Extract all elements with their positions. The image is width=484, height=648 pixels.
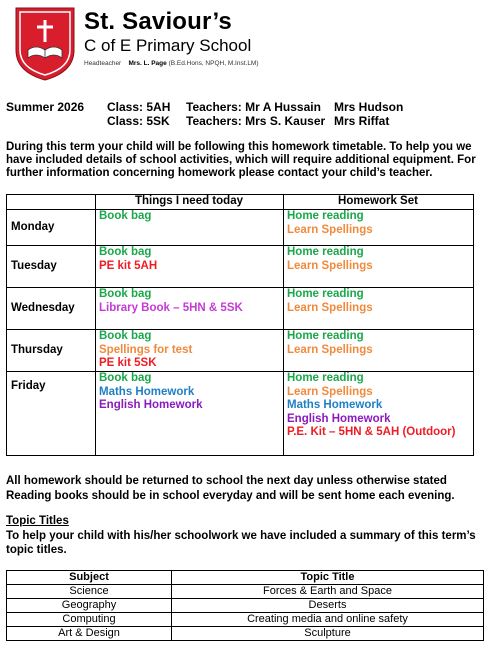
topic-title-header: Topic Title — [172, 571, 484, 585]
things-needed-cell — [99, 246, 157, 273]
topic-title-cell: Sculpture — [172, 627, 484, 641]
headteacher-line — [84, 60, 259, 67]
things-needed-cell — [99, 288, 243, 315]
timetable-item: Maths Homework — [99, 385, 195, 398]
topic-title-cell: Deserts — [172, 599, 484, 613]
subject-cell: Computing — [7, 613, 172, 627]
timetable-item: English Homework — [287, 412, 391, 425]
topic-table — [6, 570, 484, 641]
day-label: Thursday — [11, 344, 63, 356]
timetable-row — [7, 371, 473, 456]
homework-set-cell — [287, 288, 373, 315]
topic-intro: To help your child with his/her schoolwork we have included a summary of this term’s topic titles. — [6, 530, 476, 556]
headteacher-quals: (B.Ed.Hons, NPQH, M.Inst.LM) — [168, 60, 259, 67]
class-5sk-teachers: Teachers: Mrs S. Kauser — [186, 114, 326, 128]
things-needed-cell — [99, 330, 192, 371]
day-label: Friday — [11, 380, 46, 392]
timetable-item: Book bag — [99, 330, 152, 342]
class-5ah-teachers: Teachers: Mr A Hussain — [186, 100, 321, 114]
timetable-row — [7, 329, 473, 371]
topic-table-header-row — [7, 571, 484, 585]
timetable-row — [7, 245, 473, 287]
homework-note-line2: Reading books should be in school everyday and will be sent home each evening. — [6, 489, 455, 502]
subject-header: Subject — [7, 571, 172, 585]
topic-titles-heading: Topic Titles — [6, 515, 69, 527]
class-5sk-label: Class: 5SK — [107, 114, 170, 128]
subject-cell: Geography — [7, 599, 172, 613]
book-crest-icon — [14, 6, 76, 82]
topic-row — [7, 627, 484, 641]
timetable-item: Home reading — [287, 210, 364, 222]
headteacher-name: Mrs. L. Page — [128, 60, 167, 67]
timetable-item: Learn Spellings — [287, 223, 373, 236]
col-things-header: Things I need today — [135, 195, 243, 207]
term-label: Summer 2026 — [6, 100, 85, 114]
timetable-item: English Homework — [99, 399, 203, 412]
timetable-item: Book bag — [99, 372, 152, 384]
timetable-item: PE kit 5AH — [99, 259, 158, 272]
homework-set-cell — [287, 246, 373, 273]
class-5ah-label: Class: 5AH — [107, 100, 171, 114]
timetable-item: P.E. Kit – 5HN & 5AH (Outdoor) — [287, 426, 456, 439]
topic-title-cell: Creating media and online safety — [172, 613, 484, 627]
timetable-item: PE kit 5SK — [99, 357, 157, 370]
homework-set-cell — [287, 330, 373, 357]
day-label: Tuesday — [11, 260, 57, 272]
timetable-item: Book bag — [99, 288, 152, 300]
timetable-item: Home reading — [287, 288, 364, 300]
class-5sk-teacher2: Mrs Riffat — [334, 114, 390, 128]
timetable-item: Learn Spellings — [287, 385, 373, 398]
subject-cell: Art & Design — [7, 627, 172, 641]
col-homework-header: Homework Set — [338, 195, 418, 207]
topic-row — [7, 585, 484, 599]
timetable-item: Library Book – 5HN & 5SK — [99, 301, 243, 314]
homework-timetable — [6, 194, 474, 456]
timetable-item: Home reading — [287, 330, 364, 342]
timetable-item: Home reading — [287, 372, 364, 384]
timetable-item: Spellings for test — [99, 343, 193, 356]
topic-row — [7, 599, 484, 613]
subject-cell: Science — [7, 585, 172, 599]
timetable-item: Maths Homework — [287, 399, 383, 412]
timetable-item: Learn Spellings — [287, 301, 373, 314]
timetable-item: Learn Spellings — [287, 259, 373, 272]
timetable-item: Home reading — [287, 246, 364, 258]
class-5ah-teacher2: Mrs Hudson — [334, 100, 404, 114]
day-label: Monday — [11, 221, 55, 233]
homework-note — [6, 474, 484, 503]
timetable-item: Learn Spellings — [287, 343, 373, 356]
timetable-item: Book bag — [99, 246, 152, 258]
homework-set-cell — [287, 372, 455, 440]
homework-note-line1: All homework should be returned to school the next day unless otherwise stated — [6, 475, 447, 487]
homework-set-cell — [287, 210, 373, 237]
school-subtitle: C of E Primary School — [84, 36, 252, 55]
day-label: Wednesday — [11, 302, 75, 314]
headteacher-label: Headteacher — [84, 60, 122, 67]
topic-title-cell: Forces & Earth and Space — [172, 585, 484, 599]
timetable-row — [7, 209, 473, 245]
intro-paragraph: During this term your child will be following this homework timetable. To help you we have included details of school activities, which will require additional equipment. For further information concerning homework please contact your child’s teacher. — [6, 141, 476, 179]
things-needed-cell — [99, 372, 203, 413]
timetable-row — [7, 287, 473, 329]
school-name: St. Saviour’s — [84, 8, 232, 35]
things-needed-cell — [99, 210, 151, 224]
topic-row — [7, 613, 484, 627]
timetable-item: Book bag — [99, 210, 152, 222]
